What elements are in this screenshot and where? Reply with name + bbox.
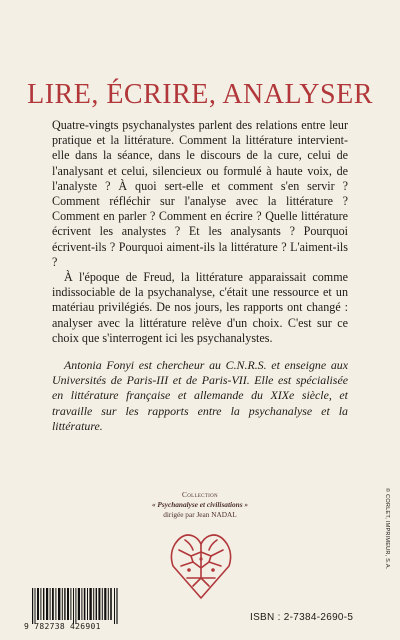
blurb-paragraph-2: À l'époque de Freud, la littérature apparaissait comme indissociable de la psychanalyse, c'était une ressource et un matériau privilégiés. De nos jours, les rapports ont changé : analyser avec la littérature relève d'un choix. C'est sur ce choix que s'interrogent ici les psychanalystes. — [52, 270, 348, 345]
printer-credit-text: © CORLET, IMPRIMEUR, S.A. — [384, 488, 390, 570]
isbn-number: ISBN : 2-7384-2690-5 — [250, 612, 354, 623]
author-bio-text: Antonia Fonyi est chercheur au C.N.R.S. et enseigne aux Universités de Paris-III et de Paris-VII. Elle est spécialisée en littérature française et allemande du XIXe siècle, et travaille sur les rapports entre la psychanalyse et la littérature. — [52, 358, 348, 433]
heart-sculpture-emblem-icon — [167, 526, 235, 602]
isbn-barcode — [30, 588, 120, 624]
barcode-digits: 9 782738 426901 — [24, 622, 101, 631]
collection-label: Collection — [182, 490, 218, 499]
blurb — [52, 118, 348, 346]
printer-credit — [382, 488, 392, 618]
blurb-paragraph-1: Quatre-vingts psychanalystes parlent des relations entre leur pratique et la littérature. Comment la littérature intervient-elle dans la séance, dans le discours de la cure, celui de l'analysant et celui, silencieux ou formulé à haute voix, de l'analyste ? À quoi sert-elle et comment s'en servir ? Comment réfléchir sur l'analyse avec la littérature ? Comment en parler ? Comment en écrire ? Quelle littérature écrivent les analystes ? Et les analysants ? Pourquoi écrivent-ils ? Pourquoi aiment-ils la littérature ? L'aiment-ils ? — [52, 118, 348, 269]
collection-director: dirigée par Jean NADAL — [163, 510, 237, 519]
collection-info — [0, 490, 400, 520]
author-bio — [52, 358, 348, 434]
book-title: LIRE, ÉCRIRE, ANALYSER — [27, 78, 373, 110]
collection-name: « Psychanalyse et civilisations » — [151, 500, 249, 509]
